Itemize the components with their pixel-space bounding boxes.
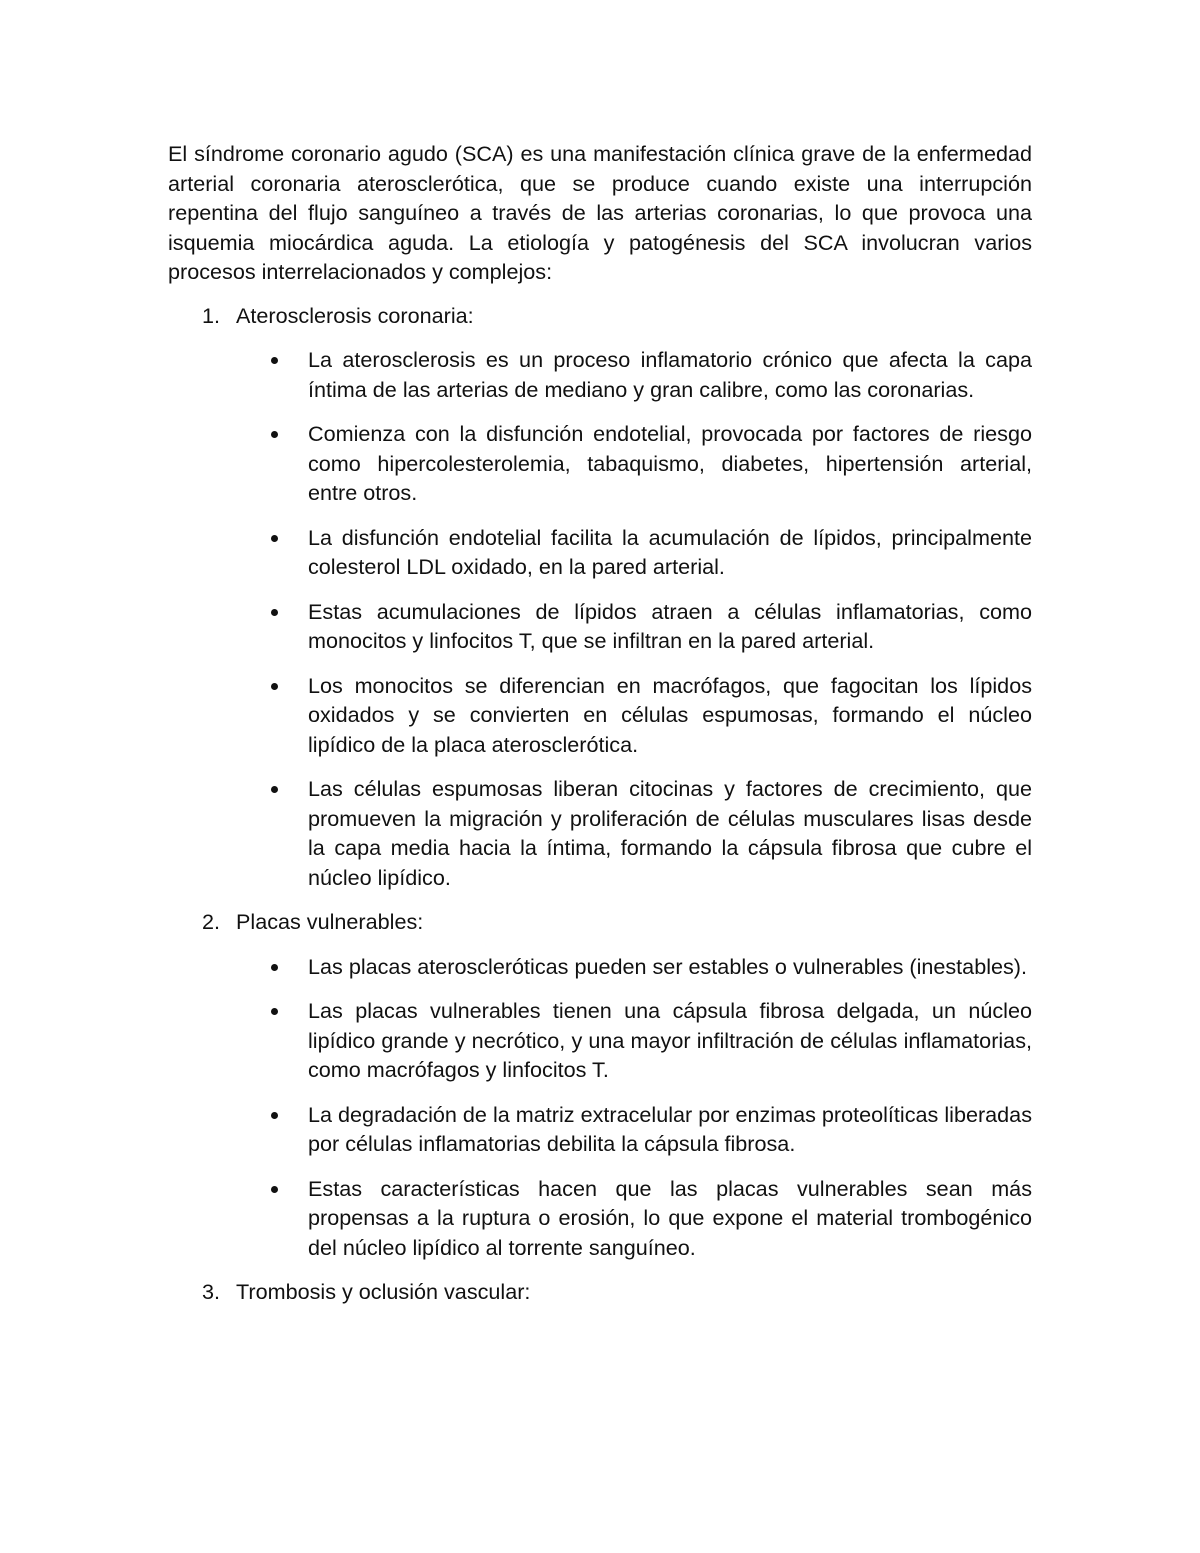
bullet-icon	[271, 431, 278, 438]
list-item-text: Los monocitos se diferencian en macrófagos, que fagocitan los lípidos oxidados y se convierten en células espumosas, formando el núcleo lipídico de la placa aterosclerótica.	[308, 672, 1032, 757]
list-item-text: Las placas vulnerables tienen una cápsula fibrosa delgada, un núcleo lipídico grande y necrótico, y una mayor infiltración de células inflamatorias, como macrófagos y linfocitos T.	[308, 998, 1032, 1082]
bullet-icon	[271, 683, 278, 690]
intro-paragraph: El síndrome coronario agudo (SCA) es una manifestación clínica grave de la enfermedad arterial coronaria aterosclerótica, que se produce cuando existe una interrupción repentina del flujo sanguíneo a través de las arterias coronarias, lo que provoca una isquemia miocárdica aguda. La etiología y patogénesis del SCA involucran varios procesos interrelacionados y complejos:	[168, 141, 1032, 284]
list-item	[168, 345, 1032, 404]
section-number: 1.	[202, 302, 221, 328]
section-3	[168, 1277, 1032, 1307]
bullet-list	[168, 345, 1032, 892]
list-item	[168, 671, 1032, 760]
list-item-text: Las células espumosas liberan citocinas y factores de crecimiento, que promueven la migración y proliferación de células musculares lisas desde la capa media hacia la íntima, formando la cápsula fibrosa que cubre el núcleo lipídico.	[308, 776, 1032, 890]
bullet-icon	[271, 1112, 278, 1119]
list-item	[168, 1100, 1032, 1159]
bullet-icon	[271, 609, 278, 616]
list-item-text: Comienza con la disfunción endotelial, provocada por factores de riesgo como hipercolesterolemia, tabaquismo, diabetes, hipertensión arterial, entre otros.	[308, 421, 1032, 505]
section-heading	[168, 907, 1032, 937]
list-item	[168, 523, 1032, 582]
bullet-icon	[271, 1008, 278, 1015]
list-item	[168, 1174, 1032, 1263]
section-number: 2.	[202, 909, 221, 934]
section-2	[168, 907, 1032, 1262]
bullet-icon	[271, 1186, 278, 1193]
list-item	[168, 774, 1032, 892]
list-item	[168, 597, 1032, 656]
list-item-text: Estas acumulaciones de lípidos atraen a células inflamatorias, como monocitos y linfocitos T, que se infiltran en la pared arterial.	[308, 598, 1032, 653]
section-title: Aterosclerosis coronaria:	[236, 302, 474, 328]
list-item-text: La aterosclerosis es un proceso inflamatorio crónico que afecta la capa íntima de las arterias de mediano y gran calibre, como las coronarias.	[308, 347, 1032, 402]
list-item-text: La disfunción endotelial facilita la acumulación de lípidos, principalmente colesterol LDL oxidado, en la pared arterial.	[308, 524, 1032, 579]
bullet-icon	[271, 535, 278, 542]
list-item	[168, 419, 1032, 508]
bullet-icon	[271, 786, 278, 793]
list-item-text: La degradación de la matriz extracelular por enzimas proteolíticas liberadas por células inflamatorias debilita la cápsula fibrosa.	[308, 1101, 1032, 1156]
bullet-list	[168, 952, 1032, 1263]
bullet-icon	[271, 357, 278, 364]
section-number: 3.	[202, 1279, 221, 1304]
section-title: Trombosis y oclusión vascular:	[236, 1279, 531, 1304]
list-item-text: Estas características hacen que las placas vulnerables sean más propensas a la ruptura o erosión, lo que expone el material trombogénico del núcleo lipídico al torrente sanguíneo.	[308, 1175, 1032, 1260]
document-page	[168, 139, 1032, 1322]
section-title: Placas vulnerables:	[236, 909, 424, 934]
list-item	[168, 996, 1032, 1085]
list-item-text: Las placas ateroscleróticas pueden ser estables o vulnerables (inestables).	[308, 953, 1027, 979]
section-heading	[168, 301, 1032, 331]
list-item	[168, 952, 1032, 982]
section-1	[168, 301, 1032, 893]
section-heading	[168, 1277, 1032, 1307]
bullet-icon	[271, 964, 278, 971]
